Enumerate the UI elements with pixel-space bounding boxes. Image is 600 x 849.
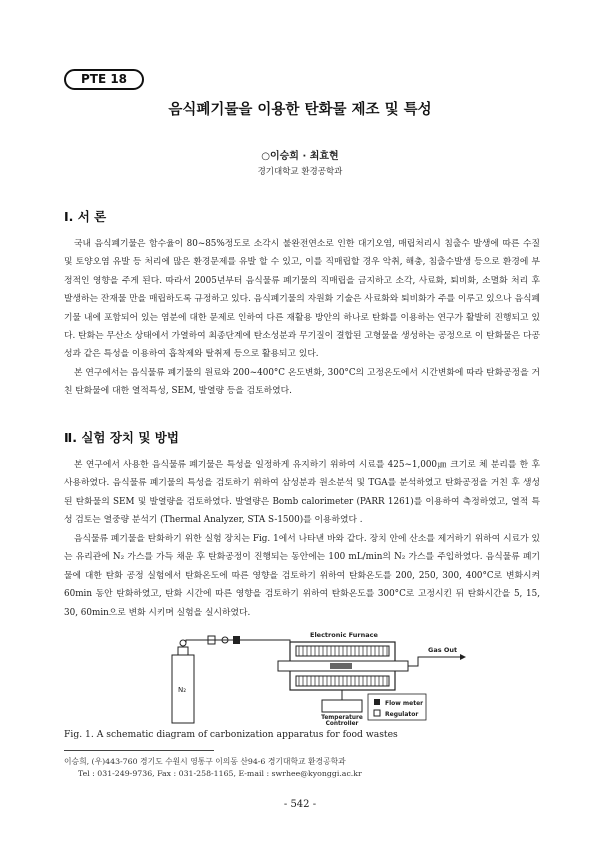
figure-legend	[368, 694, 426, 720]
legend-regulator: Regulator	[385, 711, 419, 718]
temp-controller-label-2: Controller	[325, 721, 359, 726]
figure-caption: Fig. 1. A schematic diagram of carbonization apparatus for food wastes	[64, 729, 398, 740]
footnote-divider	[64, 750, 214, 751]
flow-meter-symbol	[233, 636, 240, 644]
page-number: - 542 -	[283, 799, 317, 810]
footnote-contact: Tel : 031-249-9736, Fax : 031-258-1165, E-mail : swrhee@kyonggi.ac.kr	[78, 769, 362, 778]
electronic-furnace	[278, 631, 408, 690]
temperature-controller	[322, 700, 362, 712]
temp-controller-label-1: Temperature	[321, 715, 363, 721]
section-heading-methods: Ⅱ. 실험 장치 및 방법	[64, 430, 179, 445]
apparatus-schematic	[150, 626, 500, 726]
affiliation: 경기대학교 환경공학과	[257, 167, 343, 177]
section-heading-introduction: Ⅰ. 서 론	[64, 209, 107, 224]
n2-label: N₂	[178, 686, 187, 694]
furnace-label: Electronic Furnace	[310, 631, 378, 639]
footnote-address: 이승희, (우)443-760 경기도 수원시 영통구 이의동 산94-6 경기대학교 환경공학과	[64, 757, 346, 766]
methods-paragraph-1: 본 연구에서 사용한 음식물류 폐기물은 특성을 일정하게 유지하기 위하여 시료를 425~1,000㎛ 크기로 체 분리를 한 후 사용하였다. 음식물류 폐기물의 특성을 검토하기 위하여 삼성분과 원소분석 및 TGA를 분석하였고 탄화공정을 거친 후 생성된 탄화물의 SEM 및 발열량을 검토하였다. 발열량은 Bomb calorimeter (PARR 1261)를 이용하여 측정하였고, 열적 특성 검토는 열중량 분석기 (Thermal Analyzer, STA S-1500)를 이용하였다 .	[64, 460, 540, 526]
gas-out-label: Gas Out	[428, 646, 458, 654]
sample-boat	[330, 663, 352, 669]
intro-paragraph-1: 국내 음식폐기물은 함수율이 80~85%정도로 소각시 불완전연소로 인한 대기오염, 매립처리시 침출수 발생에 따른 수질 및 토양오염 유발 등 처리에 많은 환경문제를 유발 할 수 있고, 이를 직매립할 경우 악취, 해충, 침출수발생 등으로 환경에 부정적인 영향을 주게 된다. 따라서 2005년부터 음식물류 폐기물의 직매립을 금지하고 소각, 사료화, 퇴비화, 소멸화 처리 후 발생하는 잔재물 만을 매립하도록 규정하고 있다. 음식폐기물의 자원화 기술은 사료화와 퇴비화가 주를 이루고 있으나 음식폐기물 내에 포함되어 있는 염분에 대한 문제로 인하여 다른 재활용 방안의 하나로 탄화를 이용하는 연구가 활발히 진행되고 있다. 탄화는 무산소 상태에서 가열하여 최종단계에 탄소성분과 무기질이 결합된 고형물을 생성하는 공정으로 이 탄화물은 다공성과 같은 특성을 이용하여 흡착제와 탈취제 등으로 활용되고 있다.	[64, 239, 540, 360]
session-tag: PTE 18	[64, 69, 144, 90]
paper-title: 음식폐기물을 이용한 탄화물 제조 및 특성	[168, 102, 432, 118]
legend-flow-meter: Flow meter	[385, 700, 424, 707]
n2-cylinder	[172, 640, 194, 723]
author-list: ○이승희 · 최효현	[261, 151, 339, 162]
methods-paragraph-2: 음식물류 폐기물을 탄화하기 위한 실험 장치는 Fig. 1에서 나타낸 바와 같다. 장치 안에 산소를 제거하기 위하여 시료가 있는 유리관에 N₂ 가스를 가득 채운 후 탄화공정이 진행되는 동안에는 100 mL/min의 N₂ 가스를 주입하였다. 음식물류 폐기물에 대한 탄화 공정 실험에서 탄화온도에 따른 영향을 검토하기 위하여 탄화온도를 200, 250, 300, 400°C로 변화시켜 60min 동안 탄화하였고, 탄화 시간에 따른 영향을 검토하기 위하여 탄화온도를 300°C로 고정시킨 뒤 탄화시간을 5, 15, 30, 60min으로 변화 시키며 실험을 실시하였다.	[64, 534, 540, 618]
intro-paragraph-2: 본 연구에서는 음식물류 폐기물의 원료와 200~400°C 온도변화, 300°C의 고정온도에서 시간변화에 따라 탄화공정을 거친 탄화물에 대한 열적특성, SEM, 발열량 등을 검토하였다.	[64, 368, 540, 397]
